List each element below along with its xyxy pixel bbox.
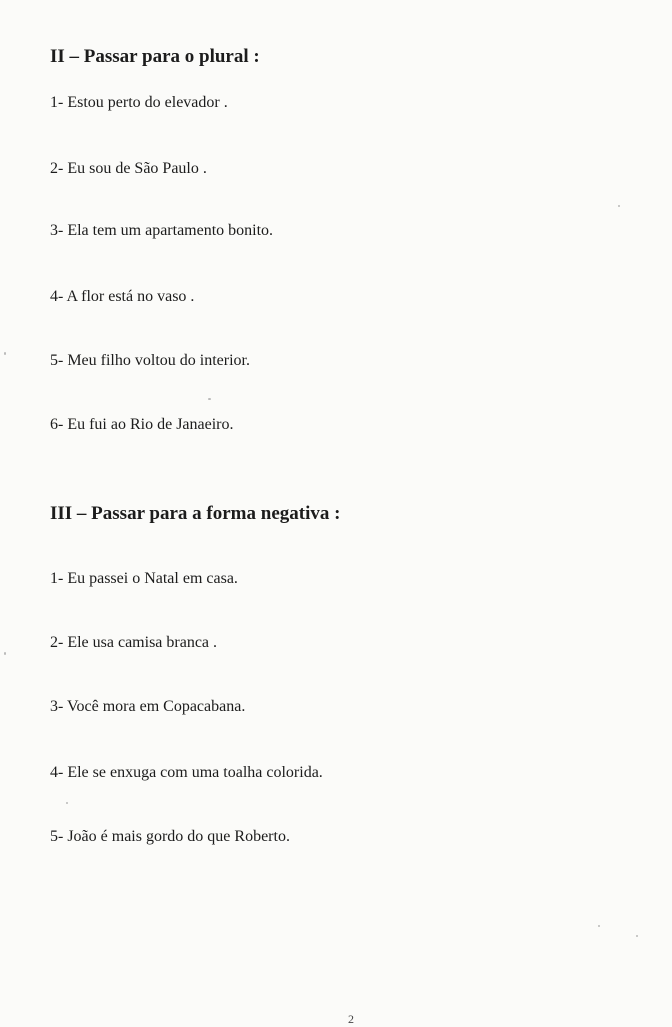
section-3-item-3: 3- Você mora em Copacabana. [50, 698, 246, 715]
section-2-item-3: 3- Ela tem um apartamento bonito. [50, 222, 274, 239]
section-3-heading: III – Passar para a forma negativa : [50, 503, 341, 524]
section-2-item-2: 2- Eu sou de São Paulo . [50, 160, 207, 177]
section-2-item-1: 1- Estou perto do elevador . [50, 94, 228, 111]
scan-speck [66, 802, 68, 804]
page-number: 2 [348, 1012, 354, 1026]
scan-speck [636, 935, 638, 937]
section-3-item-1: 1- Eu passei o Natal em casa. [50, 570, 238, 587]
scan-speck [4, 352, 6, 355]
section-2-item-5: 5- Meu filho voltou do interior. [50, 352, 250, 369]
scan-speck [208, 398, 211, 400]
section-2-heading: II – Passar para o plural : [50, 46, 260, 67]
section-3-item-5: 5- João é mais gordo do que Roberto. [50, 828, 290, 845]
section-2-item-4: 4- A flor está no vaso . [50, 288, 195, 305]
scan-speck [4, 652, 6, 655]
section-2-item-6: 6- Eu fui ao Rio de Janaeiro. [50, 416, 234, 433]
scan-speck [598, 925, 600, 927]
scan-speck [618, 205, 620, 207]
section-3-item-2: 2- Ele usa camisa branca . [50, 634, 218, 651]
section-3-item-4: 4- Ele se enxuga com uma toalha colorida. [50, 764, 323, 781]
